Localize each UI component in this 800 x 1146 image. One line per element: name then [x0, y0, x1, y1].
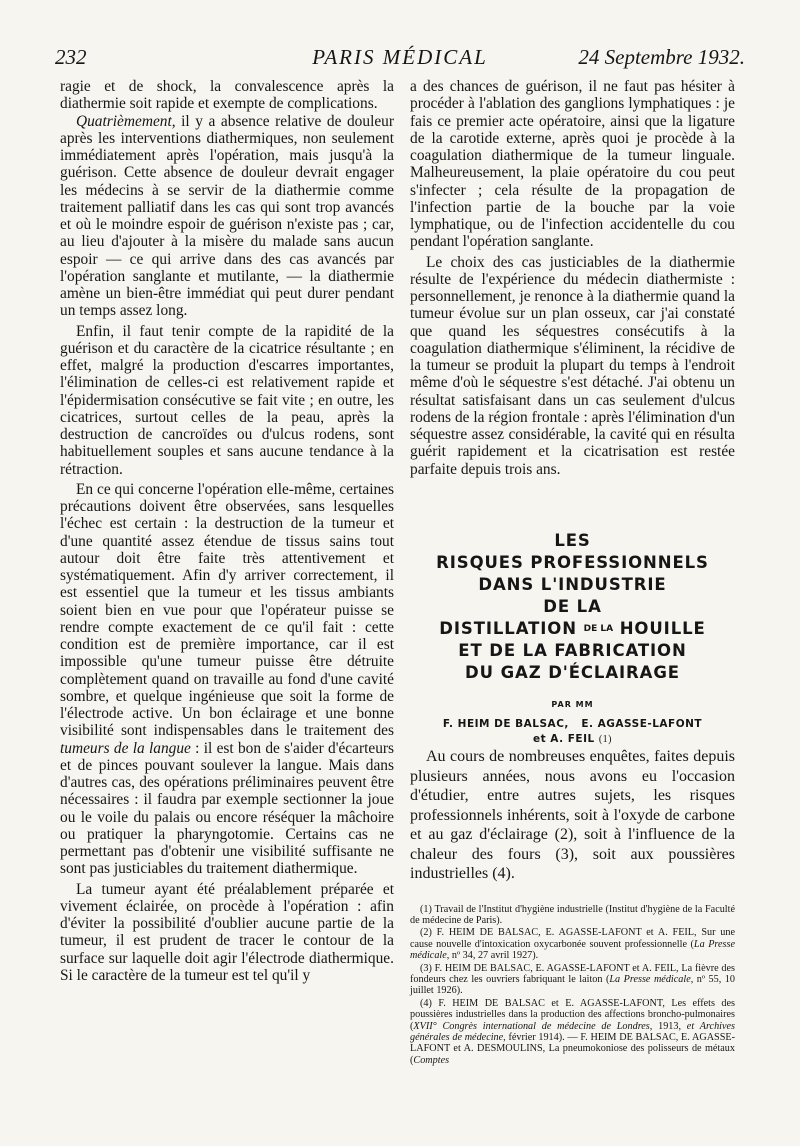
footnote-text: (3) F. HEIM DE BALSAC, E. AGASSE-LAFONT et A. FEIL, La fièvre des fondeurs chez les ouvriers fabriquant le laiton ( [410, 962, 735, 985]
article-intro: Au cours de nombreuses enquêtes, faites depuis plusieurs années, nous avons eu l'occasion d'étudier, entre autres sujets, les risques professionnels inhérents, soit à l'oxyde de carbone et au gaz d'éclairage (2), soit à l'influence de la chaleur des fours (3), soit aux poussières industrielles (4). [410, 748, 735, 882]
emphasis: Comptes [413, 1054, 450, 1066]
footnote-ref: (1) [598, 734, 613, 745]
paragraph-text: il y a absence relative de douleur après les interventions diathermiques, non seulement immédiatement après l'opération, mais jusqu'à la guérison. Cette absence de douleur devrait engager les médecins à se servir de la diathermie comme traitement palliatif dans les cas qui sont trop avancés et où le moindre espoir de guérison n'existe pas ; car, au lieu d'ajouter à la misère du malade sans aucun espoir — ce qui arrive dans des cas avancés par l'opération sanglante et mutilante, — la diathermie amène un bien-être immédiat qui peut durer pendant un temps assez long. [60, 112, 394, 320]
title-line: DANS L'INDUSTRIE [478, 574, 667, 594]
emphasis: La Presse médicale [609, 973, 691, 985]
paragraph: Le choix des cas justiciables de la diathermie résulte de l'expérience du médecin diathermiste : personnellement, je renonce à la diathermie quand la tumeur évolue sur un plan osseux, car j'ai constaté que quand les séquestres consécutifs à la coagulation diathermique s'éliminent, la récidive de la tumeur se produit la plupart du temps à l'endroit même d'où le séquestre s'est détaché. J'ai obtenu un résultat satisfaisant dans un cas seulement d'ulcus rodens de la région frontale : après l'élimination d'un séquestre assez considérable, la cavité qui en résulta guérit rapidement et la cicatrisation est restée parfaite depuis trois ans. [410, 253, 735, 478]
footnotes [410, 904, 735, 1067]
issue-date: 24 Septembre 1932. [578, 45, 745, 69]
title-word: HOUILLE [619, 618, 706, 638]
authors-line: F. HEIM DE BALSAC, E. AGASSE-LAFONT [442, 718, 703, 730]
footnote: (1) Travail de l'Institut d'hygiène industrielle (Institut d'hygiène de la Faculté de médecine de Paris). [410, 903, 735, 926]
paragraph: a des chances de guérison, il ne faut pas hésiter à procéder à l'ablation des ganglions lymphatiques : je fais ce premier acte opératoire, ainsi que la ligature de la carotide externe, après quoi je procède à la coagulation diathermique de la tumeur linguale. Malheureusement, la plaie opératoire du cou peut s'infecter ; cela résulte de la propagation de l'infection partie de la bouche par la voie lymphatique, ou de l'infection accidentelle du cou pendant l'opération sanglante. [410, 78, 735, 251]
running-header [55, 45, 745, 75]
title-line: DU GAZ D'ÉCLAIRAGE [465, 662, 680, 682]
emphasis: tumeurs de la langue [60, 739, 191, 757]
title-line [410, 618, 735, 640]
article-title [410, 530, 735, 684]
paragraph: Enfin, il faut tenir compte de la rapidité de la guérison et du caractère de la cicatrice résultante ; en effet, malgré la production d'escarres importantes, l'élimination de celles-ci est relativement rapide et l'épidermisation consécutive se fait vite ; en outre, les cicatrices, surtout celles de la peau, après la destruction de cancroïdes ou d'ulcus rodens, sont habituellement souples et sans aucune tendance à la rétraction. [60, 322, 394, 478]
footnote-text: , nº 55, 10 juillet 1926). [410, 973, 735, 997]
emphasis: XVII° Congrès international de médecine de Londres [413, 1020, 650, 1032]
page-number: 232 [55, 45, 87, 69]
footnote [410, 963, 735, 997]
footnote-text: , nº 34, 27 avril 1927). [446, 950, 539, 962]
journal-title: PARIS MÉDICAL [312, 45, 488, 69]
emphasis: et Archives générales de médecine [410, 1020, 735, 1043]
emphasis: Quatrièmement, [76, 112, 176, 130]
title-word: DISTILLATION [439, 618, 577, 638]
title-line: ET DE LA FABRICATION [458, 640, 687, 660]
footnote [410, 998, 735, 1066]
paragraph: ragie et de shock, la convalescence après la diathermie soit rapide et exempte de complications. [60, 78, 394, 113]
footnote-text: , février 1914). — F. HEIM DE BALSAC, E. AGASSE-LAFONT et A. DESMOULINS, La pneumokoniose des polisseurs de métaux ( [410, 1031, 735, 1066]
title-line: LES [554, 530, 591, 550]
paragraph [60, 113, 394, 320]
right-column [410, 78, 735, 1066]
footnote-text: (4) F. HEIM DE BALSAC et E. AGASSE-LAFONT, Les effets des poussières industrielles dans la production des affections broncho-pulmonaires ( [410, 997, 735, 1032]
emphasis: La Presse médicale [410, 938, 735, 962]
paragraph [60, 481, 394, 878]
left-column [60, 78, 394, 984]
title-line: DE LA [543, 596, 602, 616]
title-word-small: DE LA [583, 623, 614, 634]
title-line: RISQUES PROFESSIONNELS [436, 552, 709, 572]
authors-line [410, 732, 735, 747]
author-name: et A. FEIL [532, 733, 595, 745]
paragraph-text: : il est bon de s'aider d'écarteurs et de pinces pouvant soulever la langue. Mais dans d'autres cas, des opérations préliminaires peuvent être nécessaires : il faudra par exemple sectionner la joue ou le voile du palais ou encore réséquer la mâchoire ou pratiquer la pharyngotomie. Certains cas ne permettant pas d'obtenir une visibilité suffisante ne sont pas justiciables du traitement diathermique. [60, 739, 394, 878]
paragraph-text: En ce qui concerne l'opération elle-même, certaines précautions doivent être observées, sans lesquelles l'échec est certain : la destruction de la tumeur et d'une quantité assez étendue de tissus sains tout autour doit être faite très attentivement et systématiquement. Afin d'y arriver correctement, il est essentiel que la tumeur et les tissus ambiants soient bien en vue pour que l'opérateur puisse se rendre compte exactement de ce qu'il fait : cette condition est de première importance, car il est impossible qu'une tumeur puisse être détruite complètement quand on travaille au fond d'une cavité sombre, et quelque ingénieuse que soit la forme de l'électrode active. Un bon éclairage et une bonne visibilité sont indispensables dans le traitement des [60, 480, 394, 740]
by-line-label: PAR MM [551, 699, 594, 709]
paragraph: La tumeur ayant été préalablement préparée et vivement éclairée, on procède à l'opération : afin d'éviter la possibilité d'oublier aucune partie de la tumeur, il est prudent de tracer le contour de la surface sur laquelle doit agir l'électrode diathermique. Si le caractère de la tumeur est tel qu'il y [60, 880, 394, 984]
footnote [410, 927, 735, 961]
footnote-text: (2) F. HEIM DE BALSAC, E. AGASSE-LAFONT et A. FEIL, Sur une cause nouvelle d'intoxication oxycarbonée souvent professionnelle ( [410, 927, 735, 950]
article-authors [410, 717, 735, 747]
footnote-text: , 1913, [649, 1020, 687, 1032]
